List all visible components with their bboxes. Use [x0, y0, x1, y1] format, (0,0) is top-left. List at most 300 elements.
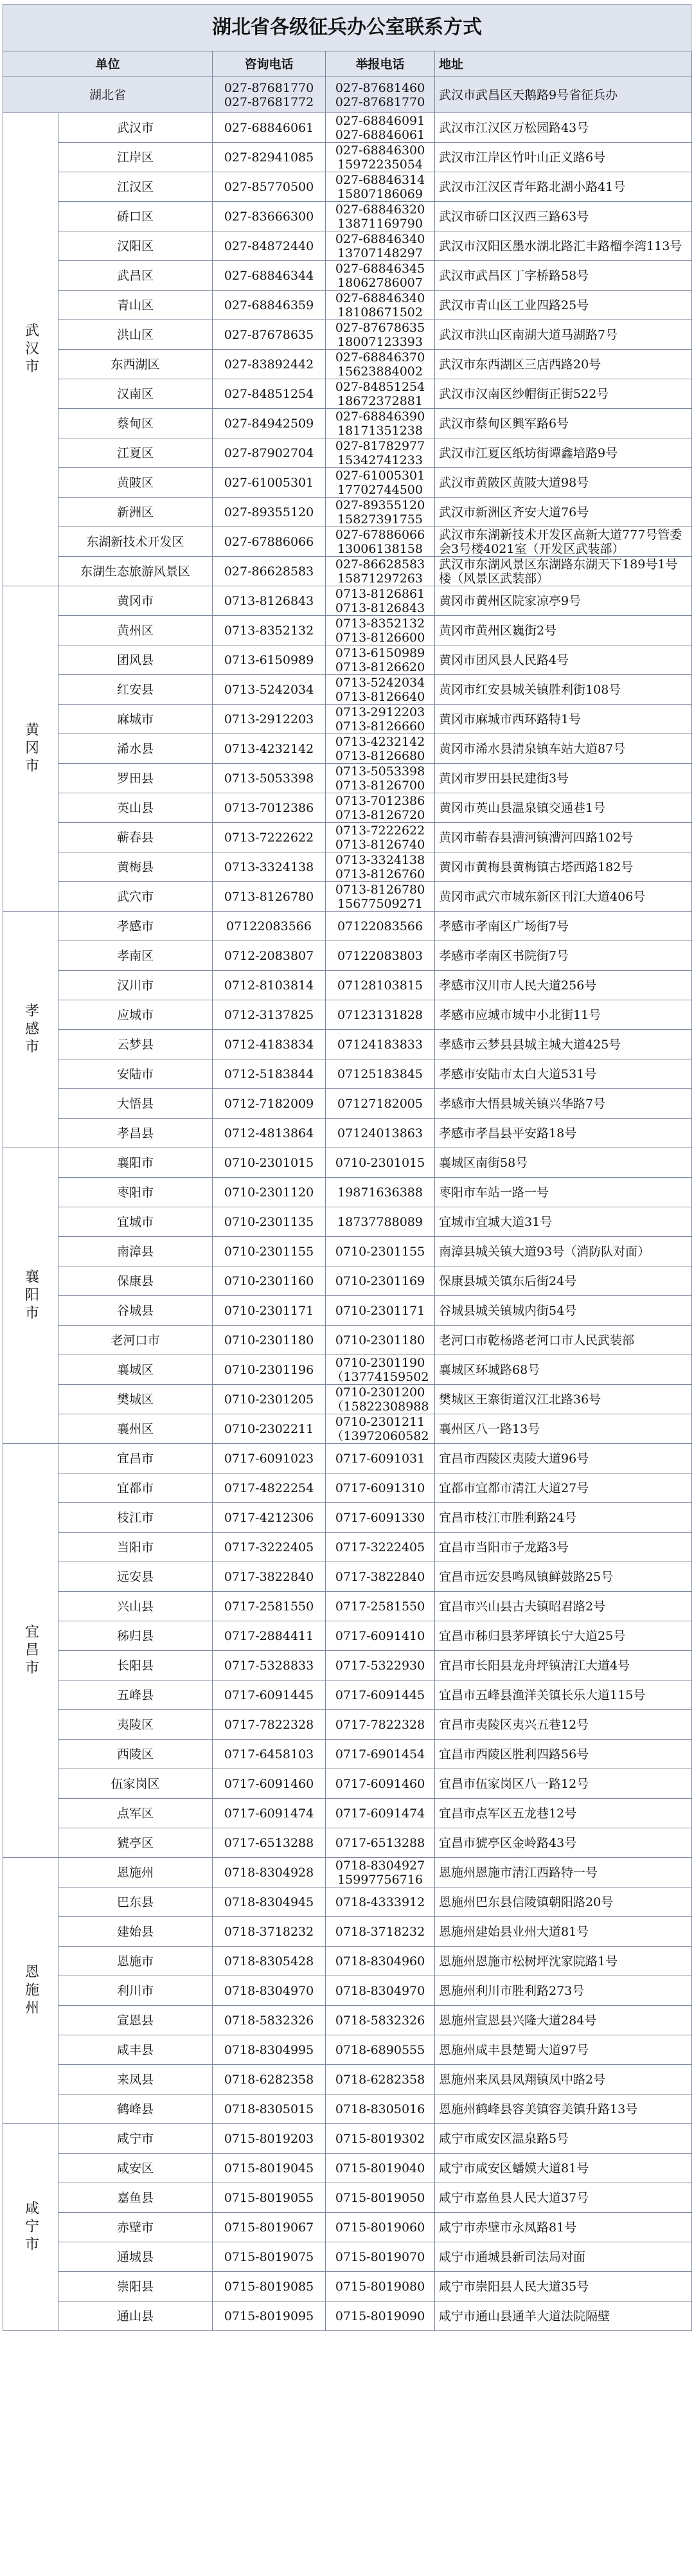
- address-cell: 黄冈市浠水县清泉镇车站大道87号: [435, 734, 692, 764]
- table-row: [3, 1947, 692, 1976]
- header-report-phone: 举报电话: [326, 51, 435, 77]
- report-phone-cell: [326, 616, 435, 645]
- phone-line: 07123131828: [337, 1007, 423, 1022]
- header-address: 地址: [435, 51, 692, 77]
- report-phone-cell: [326, 1207, 435, 1237]
- phone-line: 07124183833: [337, 1037, 423, 1052]
- report-phone-cell: [326, 882, 435, 912]
- address-cell: 恩施州宣恩县兴隆大道284号: [435, 2006, 692, 2035]
- phone-line: 027-61005301: [335, 468, 425, 483]
- phone-line: 0718-6890555: [335, 2042, 425, 2057]
- consult-phone-cell: [213, 1237, 326, 1266]
- phone-line: 07122083803: [337, 948, 423, 963]
- address-cell: 老河口市乾杨路老河口市人民武装部: [435, 1326, 692, 1355]
- report-phone-cell: [326, 1799, 435, 1828]
- unit-cell: 团风县: [58, 645, 213, 675]
- table-row: [3, 409, 692, 438]
- report-phone-cell: [326, 291, 435, 320]
- unit-cell: 黄梅县: [58, 852, 213, 882]
- address-cell: 恩施州咸丰县楚蜀大道97号: [435, 2035, 692, 2065]
- consult-phone-cell: [213, 2094, 326, 2124]
- unit-cell: 秭归县: [58, 1621, 213, 1651]
- consult-phone-cell: [213, 1030, 326, 1059]
- consult-phone-cell: [213, 1533, 326, 1562]
- address-cell: 武汉市洪山区南湖大道马湖路7号: [435, 320, 692, 350]
- phone-line: 027-87681770: [224, 80, 314, 95]
- phone-line: 027-68846314: [335, 172, 425, 187]
- address-cell: 恩施州恩施市清江西路特一号: [435, 1858, 692, 1887]
- phone-line: 0712-4183834: [224, 1037, 314, 1052]
- phone-line: 0717-6091330: [335, 1510, 425, 1525]
- phone-line: 027-68846340: [335, 231, 425, 246]
- consult-phone-cell: [213, 882, 326, 912]
- phone-line: 027-86628583: [224, 564, 314, 579]
- unit-cell: 应城市: [58, 1000, 213, 1030]
- phone-line: 027-68846300: [335, 143, 425, 158]
- unit-cell: 西陵区: [58, 1740, 213, 1769]
- report-phone-cell: [326, 912, 435, 941]
- phone-line: 0713-8126843: [224, 593, 314, 608]
- table-row: [3, 291, 692, 320]
- phone-line: 0718-6282358: [335, 2072, 425, 2087]
- report-phone-cell: [326, 1000, 435, 1030]
- city-cell: 宜昌市: [3, 1444, 58, 1858]
- unit-cell: 汉阳区: [58, 231, 213, 261]
- table-row: [3, 231, 692, 261]
- phone-line: 15677509271: [337, 896, 423, 911]
- phone-line: 0717-6091460: [335, 1776, 425, 1791]
- phone-line: 0710-2301205: [224, 1392, 314, 1407]
- consult-phone-cell: [213, 1148, 326, 1178]
- table-row: [3, 1207, 692, 1237]
- consult-phone-cell: [213, 379, 326, 409]
- report-phone-cell: [326, 1385, 435, 1414]
- phone-line: 0717-6091310: [335, 1481, 425, 1495]
- unit-cell: 樊城区: [58, 1385, 213, 1414]
- report-phone-cell: [326, 941, 435, 971]
- unit-cell: 伍家岗区: [58, 1769, 213, 1799]
- phone-line: 0710-2301160: [224, 1274, 314, 1288]
- report-phone-cell: [326, 1237, 435, 1266]
- address-cell: 宜昌市远安县鸣凤镇鲜鼓路25号: [435, 1562, 692, 1592]
- phone-line: 0710-2301171: [224, 1303, 314, 1318]
- phone-line: 0717-4822254: [224, 1481, 314, 1495]
- consult-phone-cell: [213, 764, 326, 793]
- report-phone-cell: [326, 409, 435, 438]
- table-row: [3, 1887, 692, 1917]
- report-phone-cell: [326, 764, 435, 793]
- phone-line: 0715-8019055: [224, 2190, 314, 2205]
- address-cell: 咸宁市通山县通羊大道法院隔壁: [435, 2301, 692, 2331]
- phone-line: 0717-6901454: [335, 1747, 425, 1761]
- unit-cell: 浠水县: [58, 734, 213, 764]
- phone-line: 027-87681770: [335, 95, 425, 109]
- address-cell: 黄冈市团风县人民路4号: [435, 645, 692, 675]
- unit-cell: 武汉市: [58, 113, 213, 143]
- phone-line: 0715-8019075: [224, 2249, 314, 2264]
- phone-line: 027-81782977: [335, 438, 425, 453]
- phone-line: 0717-3822840: [224, 1569, 314, 1584]
- report-phone-cell: [326, 1769, 435, 1799]
- phone-line: 027-68846061: [335, 127, 425, 142]
- phone-line: 0710-2301180: [224, 1333, 314, 1347]
- report-phone-cell: [326, 2124, 435, 2154]
- table-row: [3, 2124, 692, 2154]
- phone-line: 0715-8019070: [335, 2249, 425, 2264]
- phone-line: 0713-8126660: [335, 719, 425, 734]
- consult-phone-cell: [213, 1621, 326, 1651]
- phone-line: 0713-8126720: [335, 807, 425, 822]
- consult-phone-cell: [213, 1385, 326, 1414]
- phone-line: 0717-3222405: [335, 1540, 425, 1554]
- table-row: [3, 379, 692, 409]
- phone-line: 0713-8126780: [335, 882, 425, 897]
- unit-cell: 崇阳县: [58, 2272, 213, 2301]
- consult-phone-cell: [213, 1917, 326, 1947]
- table-row: [3, 675, 692, 705]
- table-row: [3, 1917, 692, 1947]
- unit-cell: 老河口市: [58, 1326, 213, 1355]
- report-phone-cell: [326, 1473, 435, 1503]
- table-row: [3, 1148, 692, 1178]
- contact-table: [3, 51, 692, 2331]
- consult-phone-cell: [213, 1266, 326, 1296]
- report-phone-cell: [326, 1858, 435, 1887]
- table-row: [3, 912, 692, 941]
- address-cell: 宜城市宜城大道31号: [435, 1207, 692, 1237]
- phone-line: 0718-8304945: [224, 1895, 314, 1909]
- report-phone-cell: [326, 1651, 435, 1680]
- city-cell: 咸宁市: [3, 2124, 58, 2331]
- address-cell: 宜昌市兴山县古夫镇昭君路2号: [435, 1592, 692, 1621]
- table-row: [3, 2242, 692, 2272]
- address-cell: 黄冈市红安县城关镇胜利街108号: [435, 675, 692, 705]
- phone-line: 18171351238: [337, 423, 423, 438]
- consult-phone-cell: [213, 912, 326, 941]
- phone-line: 027-82941085: [224, 150, 314, 165]
- report-phone-cell: [326, 1947, 435, 1976]
- report-phone-cell: [326, 1828, 435, 1858]
- unit-cell: 赤壁市: [58, 2213, 213, 2242]
- report-phone-cell: [326, 823, 435, 852]
- phone-line: 07122083566: [226, 919, 312, 933]
- address-cell: 襄州区八一路13号: [435, 1414, 692, 1444]
- table-row: [3, 202, 692, 231]
- table-row: [3, 2272, 692, 2301]
- phone-line: 0713-5242034: [224, 682, 314, 697]
- address-cell: 咸宁市赤壁市永凤路81号: [435, 2213, 692, 2242]
- phone-line: 027-89355120: [224, 505, 314, 519]
- table-row: [3, 941, 692, 971]
- report-phone-cell: [326, 202, 435, 231]
- phone-line: 0718-8305015: [224, 2102, 314, 2116]
- report-phone-cell: [326, 1887, 435, 1917]
- city-cell: 襄阳市: [3, 1148, 58, 1444]
- province-report: [326, 77, 435, 113]
- phone-line: 0713-8352132: [224, 623, 314, 638]
- report-phone-cell: [326, 1680, 435, 1710]
- consult-phone-cell: [213, 1059, 326, 1089]
- phone-line: 15623884002: [337, 364, 423, 379]
- address-cell: 黄冈市英山县温泉镇交通巷1号: [435, 793, 692, 823]
- phone-line: 027-87678635: [335, 320, 425, 335]
- phone-line: 0710-2301015: [224, 1155, 314, 1170]
- report-phone-cell: [326, 1030, 435, 1059]
- city-cell: 孝感市: [3, 912, 58, 1148]
- address-cell: 黄冈市武穴市城东新区刊江大道406号: [435, 882, 692, 912]
- phone-line: 0712-5183844: [224, 1067, 314, 1081]
- address-cell: 恩施州恩施市松树坪沈家院路1号: [435, 1947, 692, 1976]
- phone-line: 0718-8305428: [224, 1954, 314, 1968]
- phone-line: 15871297263: [337, 571, 423, 586]
- phone-line: 0718-8304927: [335, 1858, 425, 1873]
- unit-cell: 枝江市: [58, 1503, 213, 1533]
- report-phone-cell: [326, 261, 435, 291]
- phone-line: 0713-8126600: [335, 630, 425, 645]
- address-cell: 武汉市蔡甸区興军路6号: [435, 409, 692, 438]
- phone-line: 027-87681460: [335, 80, 425, 95]
- consult-phone-cell: [213, 2006, 326, 2035]
- address-cell: 襄城区环城路68号: [435, 1355, 692, 1385]
- phone-line: 027-68846345: [335, 261, 425, 276]
- table-row: [3, 320, 692, 350]
- unit-cell: 襄城区: [58, 1355, 213, 1385]
- table-row: [3, 557, 692, 586]
- table-row: [3, 172, 692, 202]
- phone-line: 027-84851254: [224, 386, 314, 401]
- report-phone-cell: [326, 1296, 435, 1326]
- consult-phone-cell: [213, 1651, 326, 1680]
- consult-phone-cell: [213, 2213, 326, 2242]
- phone-line: 027-87902704: [224, 446, 314, 460]
- phone-line: 0717-4212306: [224, 1510, 314, 1525]
- consult-phone-cell: [213, 616, 326, 645]
- report-phone-cell: [326, 113, 435, 143]
- phone-line: 027-68846320: [335, 202, 425, 217]
- report-phone-cell: [326, 971, 435, 1000]
- phone-line: 0717-6091031: [335, 1451, 425, 1466]
- unit-cell: 江汉区: [58, 172, 213, 202]
- unit-cell: 江夏区: [58, 438, 213, 468]
- city-cell: 武汉市: [3, 113, 58, 586]
- table-row: [3, 2035, 692, 2065]
- phone-line: 0713-7222622: [335, 823, 425, 838]
- consult-phone-cell: [213, 1473, 326, 1503]
- report-phone-cell: [326, 1355, 435, 1385]
- report-phone-cell: [326, 1621, 435, 1651]
- unit-cell: 孝感市: [58, 912, 213, 941]
- address-cell: 宜昌市西陵区夷陵大道96号: [435, 1444, 692, 1473]
- phone-line: 027-85770500: [224, 179, 314, 194]
- unit-cell: 黄冈市: [58, 586, 213, 616]
- table-row: [3, 1266, 692, 1296]
- consult-phone-cell: [213, 143, 326, 172]
- address-cell: 武汉市江汉区青年路北湖小路41号: [435, 172, 692, 202]
- address-cell: 武汉市东湖新技术开发区高新大道777号管委会3号楼4021室（开发区武装部）: [435, 527, 692, 557]
- table-row: [3, 1503, 692, 1533]
- table-row: [3, 1355, 692, 1385]
- phone-line: 0718-3718232: [224, 1924, 314, 1939]
- address-cell: 保康县城关镇东后街24号: [435, 1266, 692, 1296]
- unit-cell: 五峰县: [58, 1680, 213, 1710]
- address-cell: 孝感市孝南区书院街7号: [435, 941, 692, 971]
- address-cell: 宜昌市当阳市子龙路3号: [435, 1533, 692, 1562]
- table-row: [3, 2006, 692, 2035]
- phone-line: 0718-8304970: [335, 1983, 425, 1998]
- consult-phone-cell: [213, 2301, 326, 2331]
- table-row: [3, 1473, 692, 1503]
- consult-phone-cell: [213, 1976, 326, 2006]
- unit-cell: 宣恩县: [58, 2006, 213, 2035]
- report-phone-cell: [326, 1059, 435, 1089]
- unit-cell: 安陆市: [58, 1059, 213, 1089]
- province-address: 武汉市武昌区天鹅路9号省征兵办: [435, 77, 692, 113]
- report-phone-cell: [326, 2272, 435, 2301]
- consult-phone-cell: [213, 823, 326, 852]
- consult-phone-cell: [213, 172, 326, 202]
- table-row: [3, 793, 692, 823]
- table-row: [3, 1119, 692, 1148]
- phone-line: 027-87681772: [224, 95, 314, 109]
- phone-line: 0710-2301169: [335, 1274, 425, 1288]
- phone-line: 0710-2301120: [224, 1185, 314, 1200]
- phone-line: 17702744500: [337, 482, 423, 497]
- unit-cell: 来凤县: [58, 2065, 213, 2094]
- table-row: [3, 2183, 692, 2213]
- unit-cell: 恩施市: [58, 1947, 213, 1976]
- phone-line: 13871169790: [337, 216, 423, 231]
- phone-line: 0713-6150989: [224, 653, 314, 667]
- unit-cell: 汉南区: [58, 379, 213, 409]
- phone-line: 0713-7012386: [224, 800, 314, 815]
- consult-phone-cell: [213, 675, 326, 705]
- phone-line: 0717-6513288: [224, 1835, 314, 1850]
- phone-line: 027-67886066: [335, 527, 425, 542]
- address-cell: 恩施州来凤县凤翔镇凤中路2号: [435, 2065, 692, 2094]
- unit-cell: 长阳县: [58, 1651, 213, 1680]
- phone-line: 0712-7182009: [224, 1096, 314, 1111]
- phone-line: 027-89355120: [335, 498, 425, 512]
- consult-phone-cell: [213, 1562, 326, 1592]
- table-row: [3, 438, 692, 468]
- report-phone-cell: [326, 1917, 435, 1947]
- consult-phone-cell: [213, 350, 326, 379]
- phone-line: 027-84942509: [224, 416, 314, 431]
- unit-cell: 蔡甸区: [58, 409, 213, 438]
- unit-cell: 武昌区: [58, 261, 213, 291]
- consult-phone-cell: [213, 1178, 326, 1207]
- report-phone-cell: [326, 734, 435, 764]
- phone-line: 027-83892442: [224, 357, 314, 372]
- address-cell: 黄冈市黄州区院家凉亭9号: [435, 586, 692, 616]
- phone-line: 0718-5832326: [224, 2013, 314, 2028]
- consult-phone-cell: [213, 231, 326, 261]
- phone-line: 0713-8352132: [335, 616, 425, 631]
- report-phone-cell: [326, 350, 435, 379]
- address-cell: 武汉市硚口区汉西三路63号: [435, 202, 692, 231]
- consult-phone-cell: [213, 1769, 326, 1799]
- phone-line: 0713-4232142: [224, 741, 314, 756]
- province-unit: 湖北省: [3, 77, 213, 113]
- unit-cell: 大悟县: [58, 1089, 213, 1119]
- unit-cell: 青山区: [58, 291, 213, 320]
- unit-cell: 宜城市: [58, 1207, 213, 1237]
- address-cell: 襄城区南街58号: [435, 1148, 692, 1178]
- phone-line: 027-61005301: [224, 475, 314, 490]
- phone-line: 0717-6091410: [335, 1628, 425, 1643]
- phone-line: 0710-2302211: [224, 1421, 314, 1436]
- phone-line: （13972060582: [331, 1428, 429, 1443]
- unit-cell: 蕲春县: [58, 823, 213, 852]
- table-row: [3, 143, 692, 172]
- phone-line: 0717-6091460: [224, 1776, 314, 1791]
- report-phone-cell: [326, 1178, 435, 1207]
- phone-line: 0717-5322930: [335, 1658, 425, 1673]
- phone-line: 027-86628583: [335, 557, 425, 572]
- phone-line: 15827391755: [337, 512, 423, 527]
- phone-line: 0713-4232142: [335, 734, 425, 749]
- address-cell: 武汉市汉阳区墨水湖北路汇丰路榴李湾113号: [435, 231, 692, 261]
- report-phone-cell: [326, 1976, 435, 2006]
- address-cell: 黄冈市蕲春县漕河镇漕河四路102号: [435, 823, 692, 852]
- unit-cell: 保康县: [58, 1266, 213, 1296]
- consult-phone-cell: [213, 2272, 326, 2301]
- address-cell: 枣阳市车站一路一号: [435, 1178, 692, 1207]
- table-row: [3, 527, 692, 557]
- phone-line: 0717-2581550: [335, 1599, 425, 1614]
- consult-phone-cell: [213, 2124, 326, 2154]
- report-phone-cell: [326, 675, 435, 705]
- consult-phone-cell: [213, 2183, 326, 2213]
- phone-line: 0717-6091474: [224, 1806, 314, 1821]
- report-phone-cell: [326, 527, 435, 557]
- phone-line: 0713-2912203: [335, 705, 425, 719]
- unit-cell: 英山县: [58, 793, 213, 823]
- address-cell: 宜昌市五峰县渔洋关镇长乐大道115号: [435, 1680, 692, 1710]
- phone-line: 0713-2912203: [224, 712, 314, 726]
- address-cell: 恩施州鹤峰县容美镇容美镇升路13号: [435, 2094, 692, 2124]
- phone-line: 18062786007: [337, 275, 423, 290]
- table-row: [3, 852, 692, 882]
- table-row: [3, 1799, 692, 1828]
- phone-line: 19871636388: [337, 1185, 423, 1200]
- report-phone-cell: [326, 2154, 435, 2183]
- table-row: [3, 1059, 692, 1089]
- report-phone-cell: [326, 705, 435, 734]
- unit-cell: 宜昌市: [58, 1444, 213, 1473]
- phone-line: 0712-8103814: [224, 978, 314, 993]
- consult-phone-cell: [213, 1089, 326, 1119]
- consult-phone-cell: [213, 971, 326, 1000]
- table-row: [3, 1740, 692, 1769]
- phone-line: 0718-8304928: [224, 1865, 314, 1880]
- phone-line: 0717-3222405: [224, 1540, 314, 1554]
- phone-line: 0713-8126843: [335, 600, 425, 615]
- phone-line: 13707148297: [337, 246, 423, 260]
- phone-line: 0713-6150989: [335, 645, 425, 660]
- unit-cell: 江岸区: [58, 143, 213, 172]
- consult-phone-cell: [213, 2242, 326, 2272]
- phone-line: 0717-6091023: [224, 1451, 314, 1466]
- unit-cell: 南漳县: [58, 1237, 213, 1266]
- address-cell: 南漳县城关镇大道93号（消防队对面）: [435, 1237, 692, 1266]
- unit-cell: 孝南区: [58, 941, 213, 971]
- unit-cell: 建始县: [58, 1917, 213, 1947]
- table-row: [3, 2065, 692, 2094]
- address-cell: 宜都市宜都市清江大道27号: [435, 1473, 692, 1503]
- phone-line: 0713-5242034: [335, 675, 425, 690]
- table-row: [3, 468, 692, 498]
